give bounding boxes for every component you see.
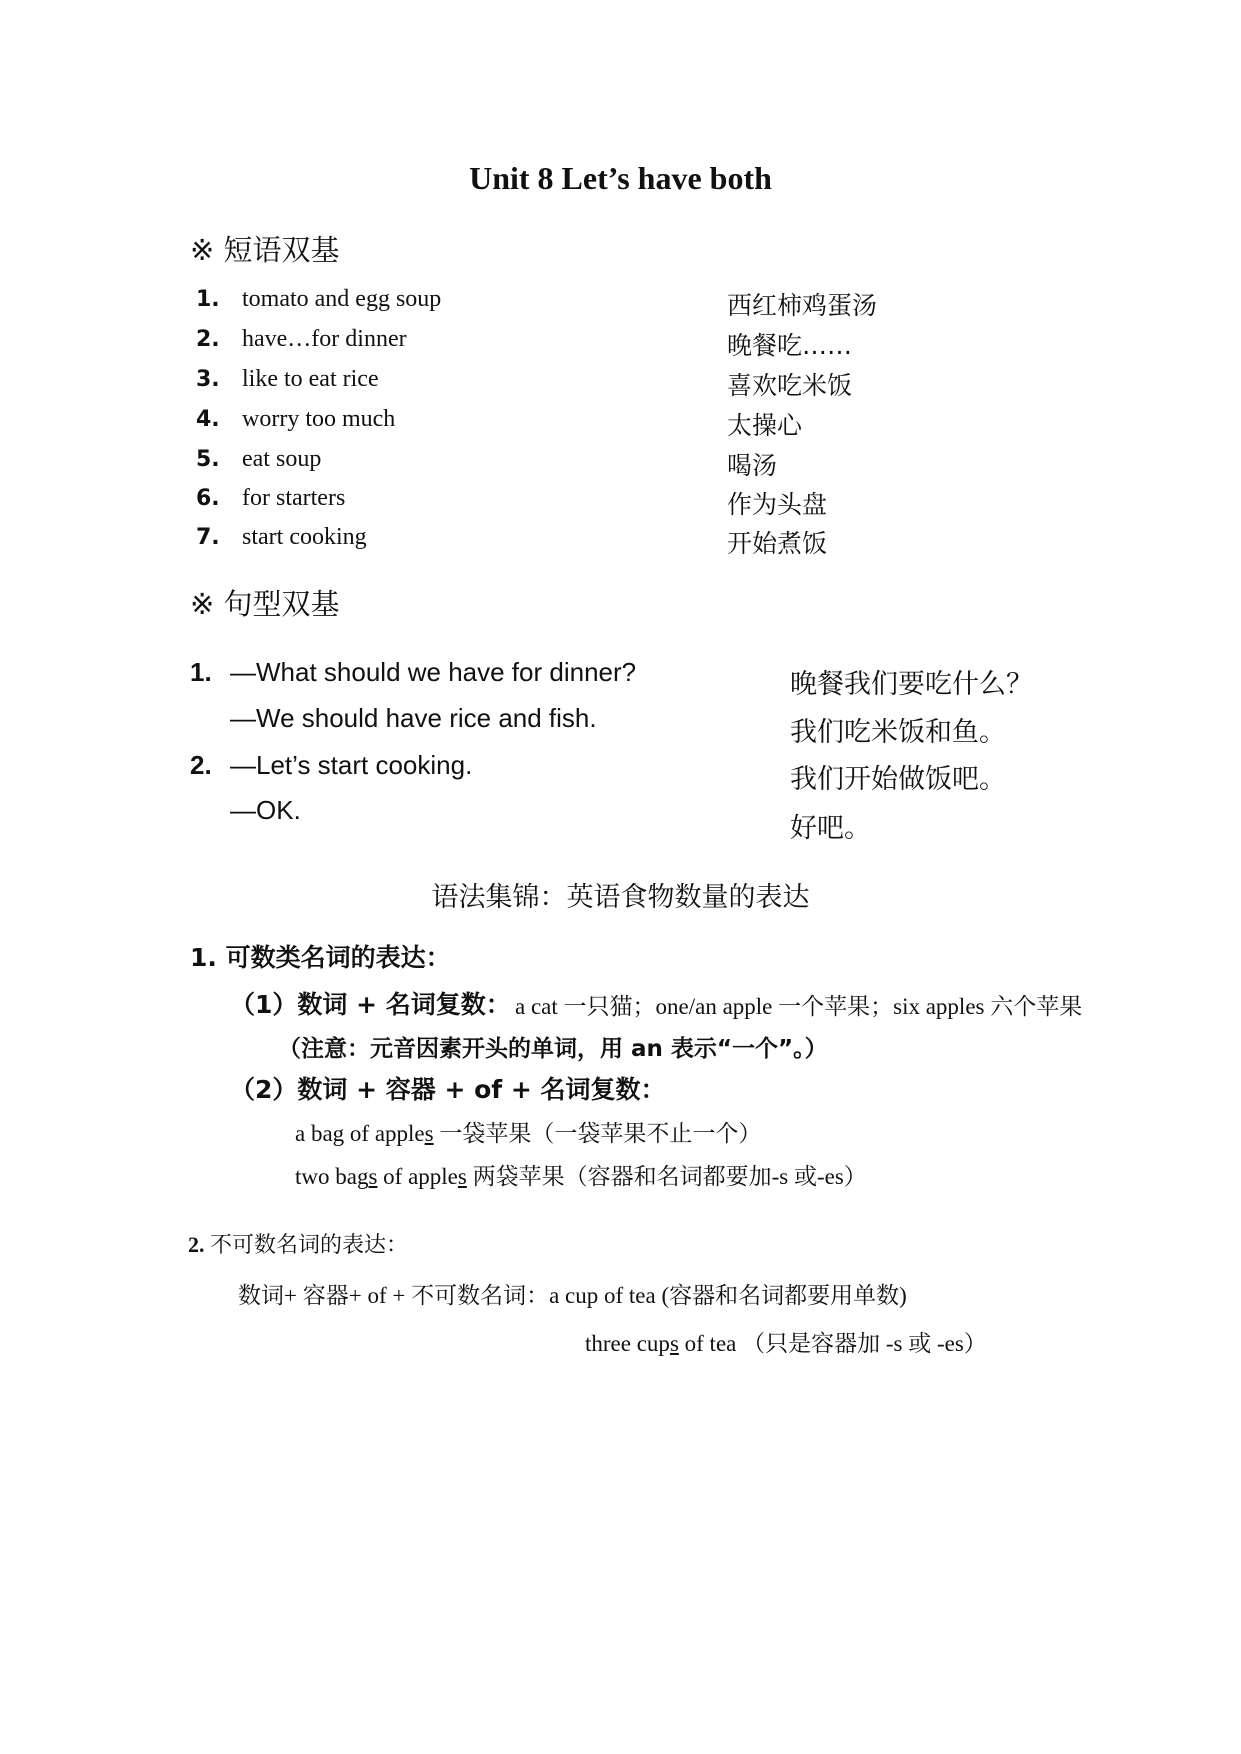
- countable-heading: 1. 可数类名词的表达：: [190, 943, 451, 972]
- example-text: of tea （只是容器加 -s 或 -es）: [678, 1331, 987, 1356]
- example-text: three cup: [585, 1331, 670, 1356]
- list-item: [196, 446, 321, 486]
- plural-suffix: s: [368, 1164, 378, 1189]
- countable-rule-2-label: （2）数词 + 容器 + of + 名词复数：: [230, 1075, 666, 1104]
- plural-suffix: s: [424, 1121, 434, 1146]
- phrase-cn: 作为头盘: [727, 490, 828, 519]
- sentence-cn: 我们吃米饭和鱼。: [790, 717, 1006, 748]
- uncountable-rule: 数词+ 容器+ of + 不可数名词：a cup of tea (容器和名词都要用单数): [238, 1283, 907, 1308]
- list-item: [196, 485, 345, 525]
- phrase-en: eat soup: [242, 446, 322, 472]
- sentence-cn: 晚餐我们要吃什么？: [790, 669, 1033, 700]
- item-number: 1.: [196, 287, 220, 312]
- phrase-en: like to eat rice: [242, 366, 379, 392]
- phrase-cn: 太操心: [727, 411, 803, 440]
- page-title: Unit 8 Let’s have both: [469, 160, 772, 196]
- list-item: [196, 286, 441, 326]
- phrase-cn: 晚餐吃……: [727, 331, 853, 360]
- sentence-cn: 好吧。: [790, 813, 871, 844]
- phrase-en: have…for dinner: [242, 326, 407, 352]
- countable-rule-1-label: （1）数词 + 名词复数：: [230, 990, 511, 1019]
- phrase-en: for starters: [242, 485, 346, 511]
- phrase-en: worry too much: [242, 406, 396, 432]
- plural-suffix: s: [669, 1331, 679, 1356]
- item-number: 3.: [196, 367, 220, 392]
- item-number: 5.: [196, 447, 220, 472]
- phrases-heading: ※ 短语双基: [190, 233, 340, 267]
- sentence-cn: 我们开始做饭吧。: [790, 764, 1006, 795]
- heading-text: 不可数名词的表达：: [204, 1232, 409, 1257]
- sentences-heading: ※ 句型双基: [190, 587, 340, 621]
- example-text: 一袋苹果（一袋苹果不止一个）: [433, 1121, 762, 1146]
- sentence-en: —Let’s start cooking.: [230, 750, 473, 780]
- example-text: two bag: [295, 1164, 369, 1189]
- sentence-en: —What should we have for dinner?: [230, 657, 637, 687]
- uncountable-example: [585, 1325, 987, 1358]
- grammar-title: 语法集锦：英语食物数量的表达: [431, 882, 810, 913]
- countable-example-1: [295, 1115, 761, 1148]
- phrase-cn: 西红柿鸡蛋汤: [727, 291, 878, 320]
- item-number: 6.: [196, 486, 220, 511]
- example-text: of apple: [377, 1164, 458, 1189]
- uncountable-heading: [188, 1228, 408, 1259]
- phrase-en: start cooking: [242, 524, 367, 550]
- phrase-cn: 喜欢吃米饭: [727, 371, 853, 400]
- item-number: 2.: [190, 750, 212, 780]
- item-number: 7.: [196, 525, 220, 550]
- list-item: [196, 366, 379, 406]
- example-text: a bag of apple: [295, 1121, 425, 1146]
- list-item: [196, 406, 395, 446]
- sentence-en: —OK.: [230, 795, 301, 825]
- example-text: 两袋苹果（容器和名词都要加-s 或-es）: [466, 1164, 867, 1189]
- countable-note: （注意：元音因素开头的单词，用 an 表示“一个”。）: [278, 1036, 828, 1062]
- plural-suffix: s: [457, 1164, 467, 1189]
- countable-rule-1-text: a cat 一只猫；one/an apple 一个苹果；six apples 六个苹果: [515, 994, 1083, 1019]
- sentence-en: —We should have rice and fish.: [230, 703, 597, 733]
- item-number: 1.: [190, 657, 212, 687]
- phrase-en: tomato and egg soup: [242, 286, 442, 312]
- item-number: 2.: [196, 327, 220, 352]
- countable-example-2: [295, 1158, 867, 1191]
- phrase-cn: 喝汤: [727, 451, 778, 480]
- item-number: 2.: [188, 1232, 205, 1257]
- phrase-cn: 开始煮饭: [727, 529, 828, 558]
- item-number: 4.: [196, 407, 220, 432]
- list-item: [196, 326, 407, 366]
- list-item: [196, 524, 367, 564]
